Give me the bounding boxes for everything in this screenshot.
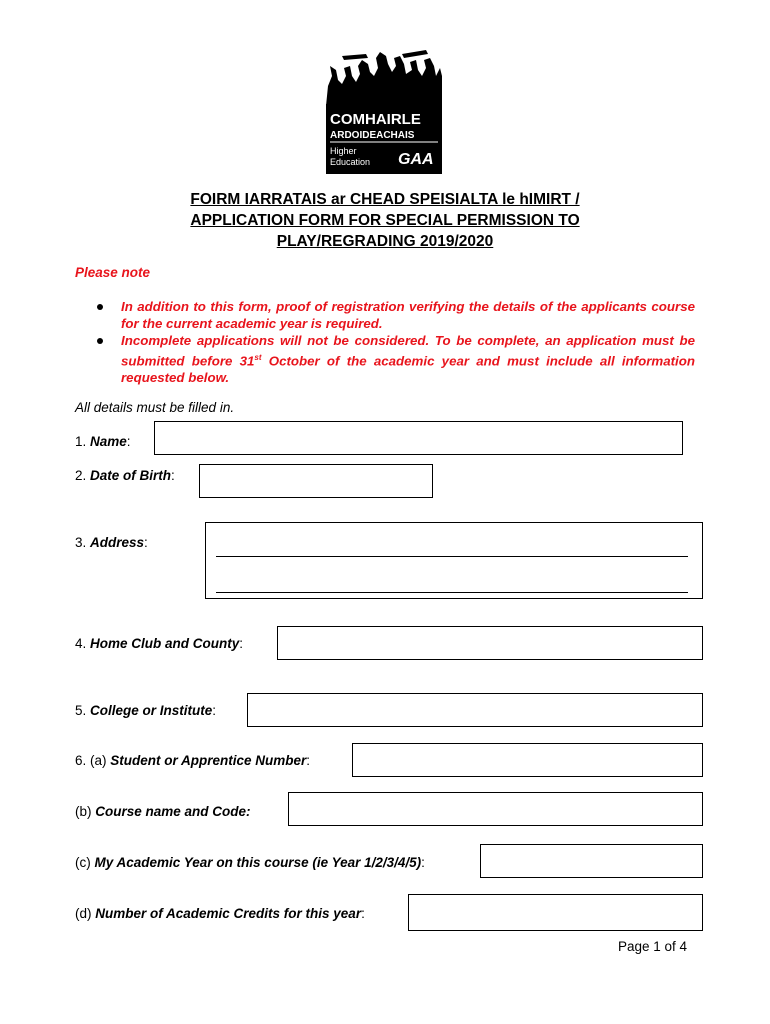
college-label: 5. College or Institute: (75, 703, 217, 718)
note-heading: Please note (75, 265, 151, 280)
bullet-icon (97, 304, 103, 310)
comhairle-ardoideachais-logo (322, 46, 446, 174)
note-item: Incomplete applications will not be considered. To be complete, an application must be submitted before 31st October of the academic year and must include all information requested below. (97, 332, 695, 386)
form-title-line1: FOIRM IARRATAIS ar CHEAD SPEISIALTA le hIMIRT / (190, 191, 580, 208)
gaa-mark: GAA (398, 151, 434, 168)
logo-text-comhairle: COMHAIRLE (330, 111, 421, 128)
college-field[interactable] (247, 693, 703, 727)
note-list (97, 298, 695, 386)
note-item: In addition to this form, proof of registration verifying the details of the applicants course for the current academic year is required. (97, 298, 695, 332)
page-number: Page 1 of 4 (618, 939, 688, 954)
course-label: (b) Course name and Code: (75, 804, 251, 819)
course-field[interactable] (288, 792, 703, 826)
student-number-label: 6. (a) Student or Apprentice Number: (75, 753, 311, 768)
academic-year-label: (c) My Academic Year on this course (ie Year 1/2/3/4/5): (75, 855, 425, 870)
logo-text-higher: Higher (330, 146, 357, 156)
address-line-2 (216, 592, 688, 593)
intro-text: All details must be filled in. (75, 400, 235, 415)
credits-label: (d) Number of Academic Credits for this year: (75, 906, 365, 921)
address-field[interactable] (205, 522, 703, 599)
bullet-icon (97, 338, 103, 344)
credits-field[interactable] (408, 894, 703, 931)
address-label: 3. Address: (75, 535, 148, 550)
logo-text-ardoideachais: ARDOIDEACHAIS (330, 130, 415, 141)
address-line-1 (216, 556, 688, 557)
club-label: 4. Home Club and County: (75, 636, 244, 651)
form-title-line2: APPLICATION FORM FOR SPECIAL PERMISSION TO (190, 212, 580, 229)
student-number-field[interactable] (352, 743, 703, 777)
dob-field[interactable] (199, 464, 433, 498)
crowd-silhouette (326, 52, 442, 106)
logo-text-education: Education (330, 157, 371, 167)
name-field[interactable] (154, 421, 683, 455)
dob-label: 2. Date of Birth: (75, 468, 175, 483)
club-field[interactable] (277, 626, 703, 660)
name-label: 1. Name: (75, 434, 131, 449)
form-title-line3: PLAY/REGRADING 2019/2020 (276, 233, 494, 250)
academic-year-field[interactable] (480, 844, 703, 878)
